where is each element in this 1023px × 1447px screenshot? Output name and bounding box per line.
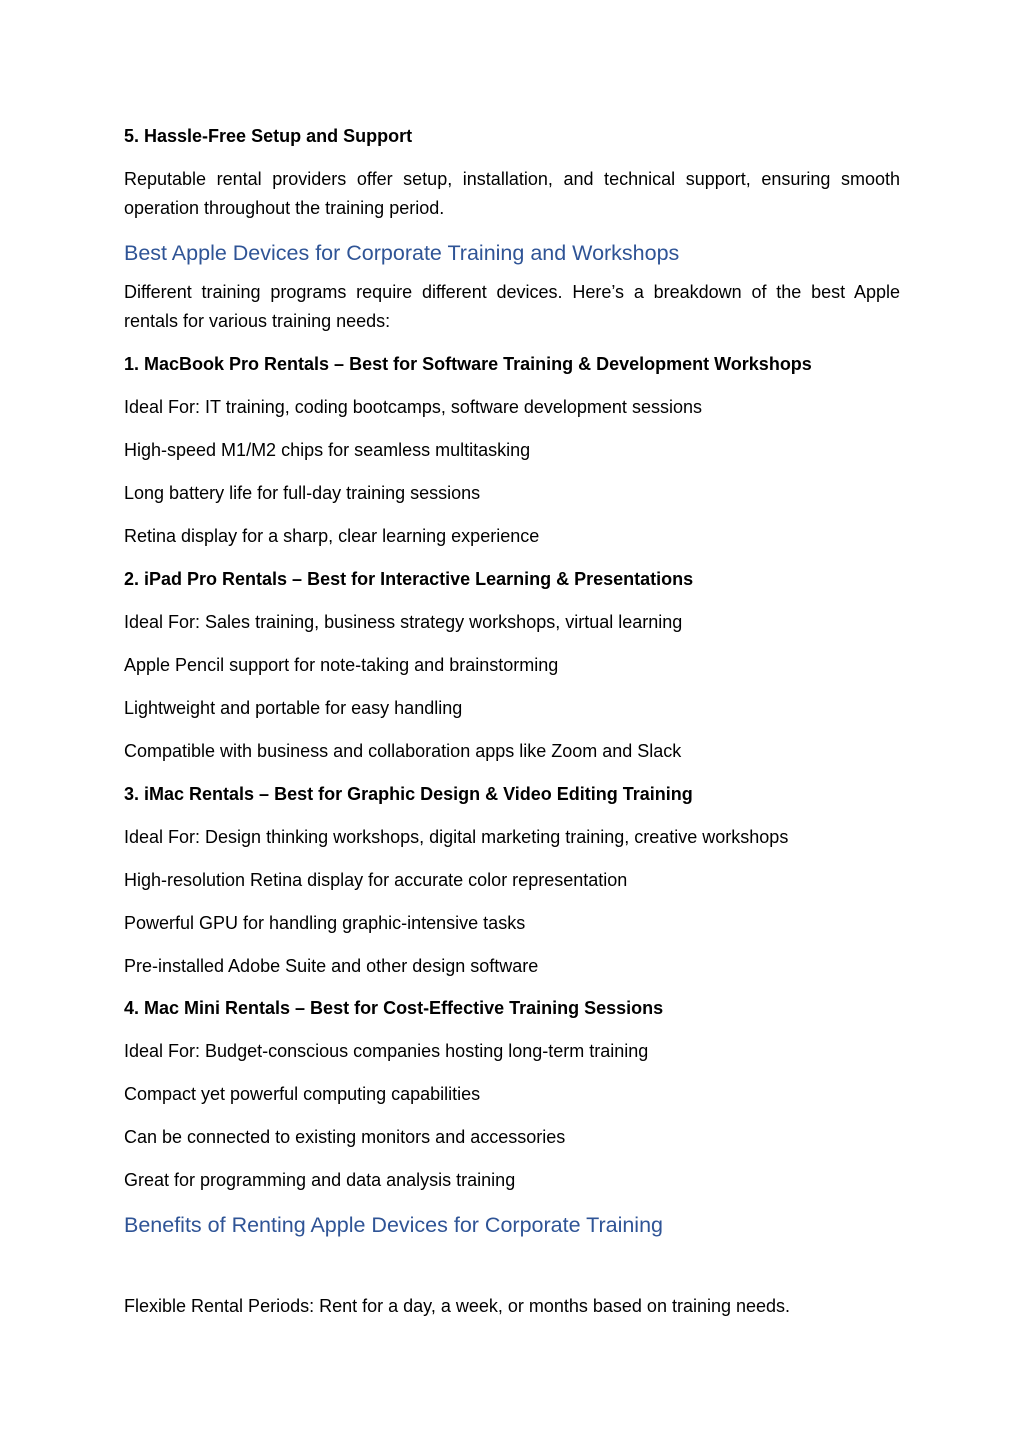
imac-item: Ideal For: Design thinking workshops, digital marketing training, creative workshops — [124, 827, 789, 847]
imac-item: Pre-installed Adobe Suite and other design software — [124, 956, 539, 976]
best-devices-heading: Best Apple Devices for Corporate Training and Workshops — [124, 241, 680, 265]
setup-support-paragraph: Reputable rental providers offer setup, installation, and technical support, ensuring smooth operation throughout the training period. — [124, 169, 900, 218]
macbook-title: 1. MacBook Pro Rentals – Best for Software Training & Development Workshops — [124, 354, 812, 374]
macmini-title: 4. Mac Mini Rentals – Best for Cost-Effective Training Sessions — [124, 998, 664, 1018]
macbook-item: Retina display for a sharp, clear learning experience — [124, 526, 540, 546]
setup-support-heading: 5. Hassle-Free Setup and Support — [124, 126, 413, 146]
benefits-item: Flexible Rental Periods: Rent for a day, a week, or months based on training needs. — [124, 1296, 791, 1316]
macmini-item: Can be connected to existing monitors and accessories — [124, 1127, 566, 1147]
imac-item: Powerful GPU for handling graphic-intensive tasks — [124, 913, 526, 933]
imac-item: High-resolution Retina display for accurate color representation — [124, 870, 628, 890]
ipad-item: Compatible with business and collaboration apps like Zoom and Slack — [124, 741, 682, 761]
macmini-item: Ideal For: Budget-conscious companies hosting long-term training — [124, 1041, 649, 1061]
benefits-heading: Benefits of Renting Apple Devices for Corporate Training — [124, 1213, 663, 1237]
best-devices-intro: Different training programs require different devices. Here’s a breakdown of the best Apple rentals for various training needs: — [124, 282, 900, 331]
macbook-item: High-speed M1/M2 chips for seamless multitasking — [124, 440, 531, 460]
macbook-item: Long battery life for full-day training sessions — [124, 483, 481, 503]
macmini-item: Great for programming and data analysis training — [124, 1170, 516, 1190]
ipad-title: 2. iPad Pro Rentals – Best for Interactive Learning & Presentations — [124, 569, 694, 589]
ipad-item: Ideal For: Sales training, business strategy workshops, virtual learning — [124, 612, 683, 632]
macmini-item: Compact yet powerful computing capabilities — [124, 1084, 481, 1104]
ipad-item: Apple Pencil support for note-taking and brainstorming — [124, 655, 559, 675]
imac-title: 3. iMac Rentals – Best for Graphic Design & Video Editing Training — [124, 784, 693, 804]
ipad-item: Lightweight and portable for easy handling — [124, 698, 463, 718]
macbook-item: Ideal For: IT training, coding bootcamps, software development sessions — [124, 397, 702, 417]
